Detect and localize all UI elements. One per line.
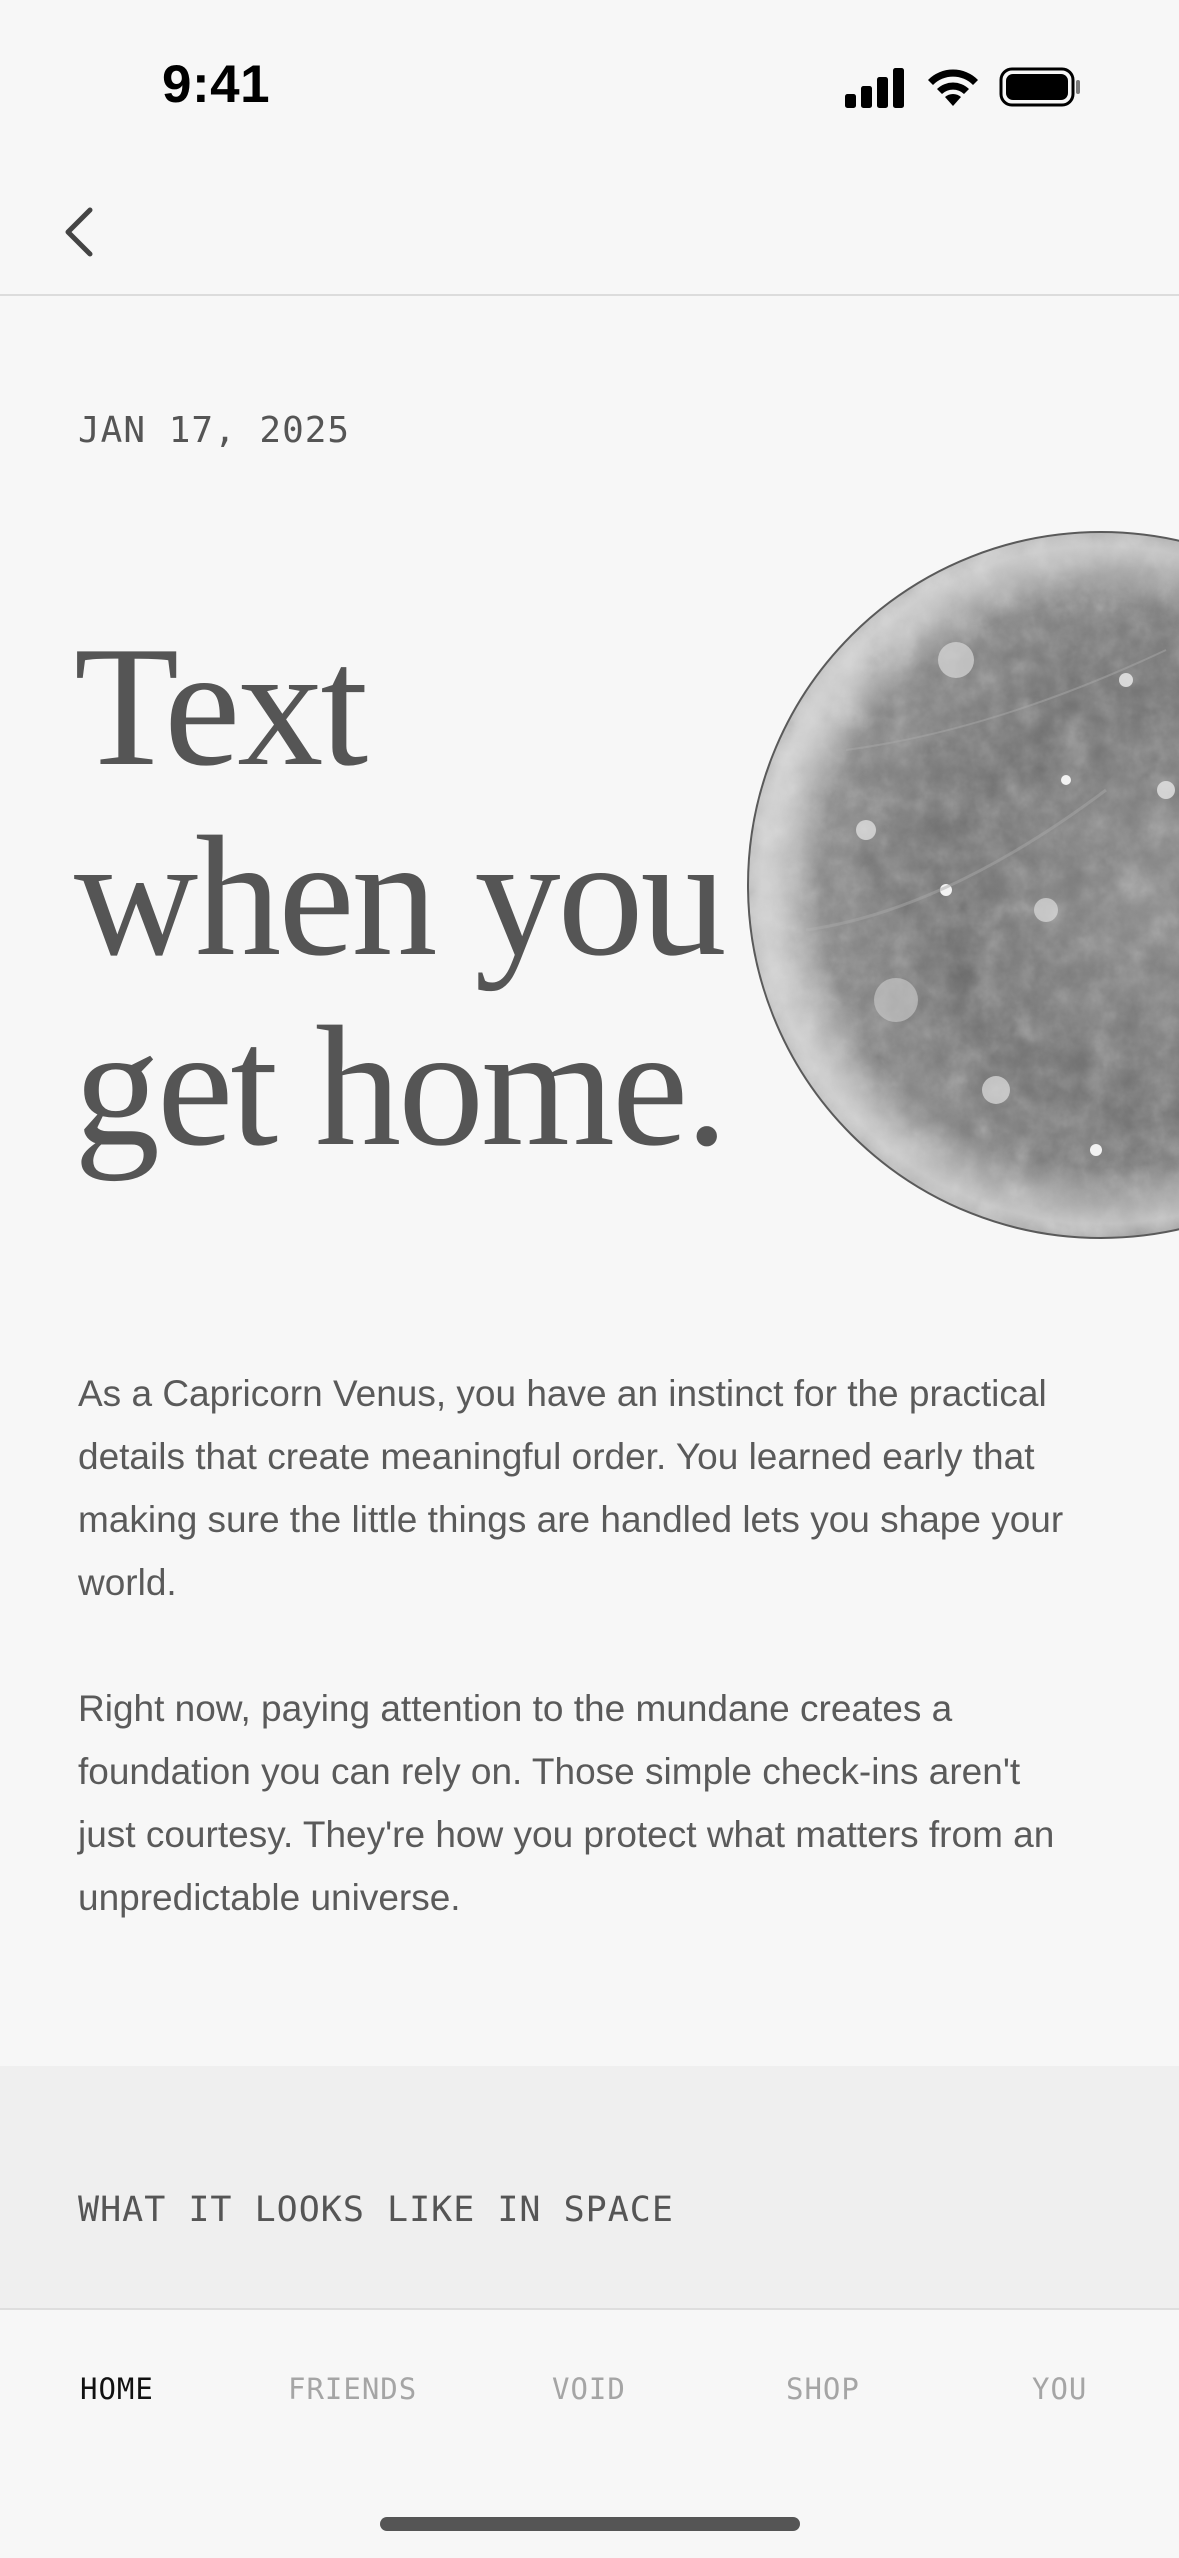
headline-line-3: get home.	[74, 992, 726, 1182]
article-date: JAN 17, 2025	[78, 410, 351, 451]
battery-icon	[999, 67, 1081, 112]
tab-shop[interactable]: SHOP	[786, 2372, 860, 2406]
space-section[interactable]	[0, 2066, 1179, 2308]
headline-line-1: Text	[74, 612, 366, 802]
tab-void[interactable]: VOID	[552, 2372, 626, 2406]
tab-home[interactable]: HOME	[80, 2372, 154, 2406]
body-paragraph-2: Right now, paying attention to the mundane creates a foundation you can rely on. Those simple check-ins aren't just courtesy. They're how you protect what matters from an unpredictable universe.	[78, 1688, 1055, 1918]
status-icons	[845, 66, 1081, 113]
tab-friends[interactable]: FRIENDS	[288, 2372, 418, 2406]
home-indicator	[380, 2517, 800, 2531]
headline-line-2: when you	[74, 802, 724, 992]
article-headline	[74, 612, 754, 1182]
back-button[interactable]	[52, 204, 106, 264]
wifi-icon	[925, 66, 981, 113]
cellular-signal-icon	[845, 66, 907, 113]
tab-you[interactable]: YOU	[1032, 2372, 1088, 2406]
nav-header	[0, 170, 1179, 296]
planet-illustration	[746, 530, 1179, 1240]
article-body	[78, 1362, 1078, 1992]
status-bar	[0, 0, 1179, 170]
status-time: 9:41	[162, 55, 271, 114]
chevron-left-icon	[62, 206, 96, 263]
section-title: WHAT IT LOOKS LIKE IN SPACE	[78, 2190, 674, 2230]
body-paragraph-1: As a Capricorn Venus, you have an instinct for the practical details that create meaningful order. You learned early that making sure the little things are handled lets you shape your world.	[78, 1373, 1064, 1603]
